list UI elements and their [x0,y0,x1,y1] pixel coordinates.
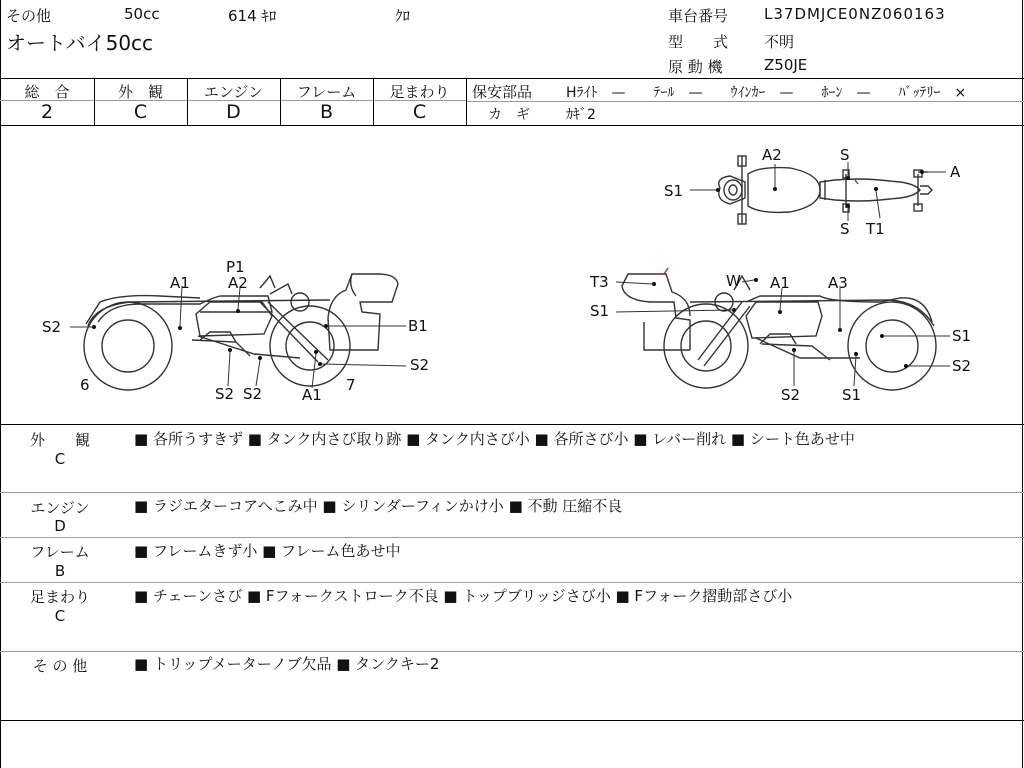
note-grade-suspension: C [54,607,66,625]
label-top-t1: T1 [866,220,885,238]
note-text-exterior: ■ 各所うすきず ■ タンク内さび取り跡 ■ タンク内さび小 ■ 各所さび小 ■ レバー削れ ■ シート色あせ中 [134,430,855,448]
top-view-labels [664,146,961,238]
motorcycle-diagram [0,126,1022,423]
grade-label-suspension: 足まわり [389,83,450,101]
mileage: 614 ｷﾛ [228,7,277,25]
label-right-a3: A3 [828,274,848,292]
grade-label-engine: エンジン [203,83,264,101]
safety-label: 保安部品 [472,83,533,101]
key-label: カ ギ [488,107,530,123]
note-text-frame: ■ フレームきず小 ■ フレーム色あせ中 [134,542,401,560]
engine-value: Z50JE [764,56,808,74]
grade-value-frame: B [319,101,334,123]
label-left-7: 7 [346,376,356,394]
grade-label-overall: 総 合 [24,83,70,101]
note-cat-frame: フレーム [30,543,90,561]
notes-divider-4 [0,651,1024,652]
label-right-s2: S2 [952,357,972,375]
notes-divider-3 [0,582,1024,583]
note-text-engine: ■ ラジエターコアへこみ中 ■ シリンダーフィンかけ小 ■ 不動 圧縮不良 [134,497,623,515]
label-left-s2-right: S2 [410,356,430,374]
notes-bottom [0,720,1024,721]
diagram-bottom [0,424,1024,425]
note-grade-engine: D [54,517,66,535]
label-left-s2-b: S2 [243,385,263,403]
grade-value-overall: 2 [40,101,54,123]
top-view-motorcycle [719,156,932,224]
type-value: 不明 [764,33,795,51]
engine-label: 原 動 機 [668,58,723,76]
label-right-s2-bottom: S2 [781,386,801,404]
top-view-leaders [690,162,946,221]
notes-divider-1 [0,492,1024,493]
label-left-a1: A1 [170,274,190,292]
label-left-s2: S2 [42,318,62,336]
label-top-a2: A2 [762,146,782,164]
note-grade-exterior: C [54,450,66,468]
note-cat-exterior: 外 観 [29,431,90,449]
note-cat-engine: エンジン [30,499,90,517]
label-top-s1: S1 [664,182,684,200]
frame-number: L37DMJCE0NZ060163 [764,5,946,23]
safety-items: Hﾗｲﾄ — ﾃｰﾙ — ｳｲﾝｶｰ — ﾎｰﾝ — ﾊﾞｯﾃﾘｰ × [566,85,967,101]
label-left-s2-a: S2 [215,385,235,403]
color: ｸﾛ [395,7,411,25]
note-text-suspension: ■ チェーンさび ■ Fフォークストローク不良 ■ トップブリッジさび小 ■ Fフォーク摺動部さび小 [134,587,793,605]
label-right-t3: T3 [590,273,609,291]
note-cat-suspension: 足まわり [29,588,90,606]
label-top-s: S [840,146,850,164]
frame-number-label: 車台番号 [668,7,729,25]
label-left-a2: A2 [228,274,248,292]
grade-value-exterior: C [133,101,148,123]
grade-value-engine: D [226,101,241,123]
model-name: オートバイ50cc [6,31,154,55]
displacement: 50cc [124,5,160,23]
grade-label-exterior: 外 観 [117,83,163,101]
note-cat-other: そ の 他 [32,657,88,675]
type-label: 型 式 [668,33,729,51]
label-top-s-bottom: S [840,220,850,238]
note-grade-frame: B [54,562,66,580]
label-left-6: 6 [80,376,90,394]
frame-right [1022,0,1023,768]
label-right-w: W [726,272,741,290]
grade-table-top [0,78,1024,79]
label-right-s1-left: S1 [590,302,610,320]
note-text-other: ■ トリップメーターノブ欠品 ■ タンクキー2 [134,655,440,673]
grade-divider-5 [466,78,467,125]
grade-label-frame: フレーム [296,83,357,101]
notes-divider-2 [0,537,1024,538]
grade-value-suspension: C [412,101,427,123]
key-value: ｶｷﾞ2 [566,107,596,123]
category: その他 [6,7,52,25]
label-right-a1: A1 [770,274,790,292]
label-left-p1: P1 [226,258,245,276]
left-side-labels [42,258,429,404]
label-top-a: A [950,163,961,181]
label-right-s1-bottom: S1 [842,386,862,404]
label-right-s1: S1 [952,327,972,345]
label-left-a1-bottom: A1 [302,386,322,404]
label-left-b1: B1 [408,317,428,335]
